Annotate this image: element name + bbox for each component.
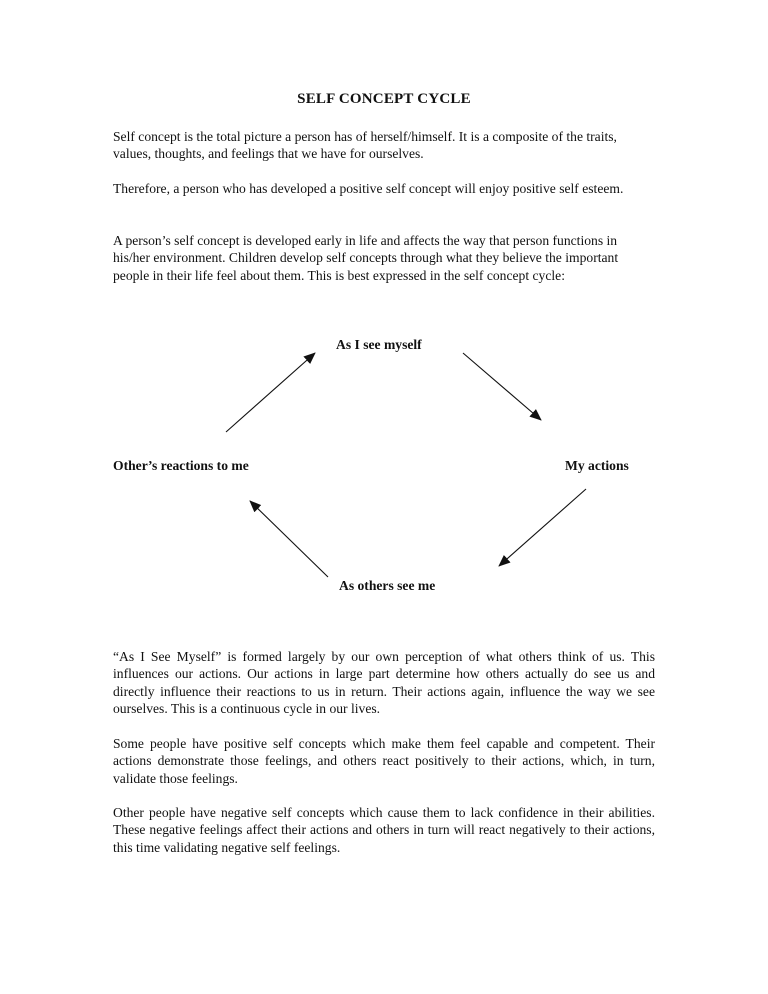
cycle-node-as-others-see-me: As others see me	[339, 578, 436, 593]
arrow-top-to-right	[463, 353, 541, 420]
paragraph-development: A person’s self concept is developed early in life and affects the way that person functions in his/her environment. Children develop self concepts through what they believe the important people in their life feel about them. This is best expressed in the self concept cycle:	[113, 233, 619, 283]
cycle-node-my-actions: My actions	[565, 458, 629, 473]
paragraph-positive: Some people have positive self concepts which make them feel capable and competent. Their actions demonstrate those feelings, and others react positively to their actions, which, in turn, validate those feelings.	[113, 736, 655, 786]
arrow-left-to-top	[226, 353, 315, 432]
arrow-right-to-bottom	[499, 489, 586, 566]
paragraph-esteem: Therefore, a person who has developed a positive self concept will enjoy positive self esteem.	[113, 181, 624, 196]
page-title: SELF CONCEPT CYCLE	[297, 91, 471, 107]
paragraph-negative: Other people have negative self concepts which cause them to lack confidence in their abilities. These negative feelings affect their actions and others in turn will react negatively to their actions, this time validating negative self feelings.	[113, 805, 655, 855]
arrow-bottom-to-left	[250, 501, 328, 577]
paragraph-definition: Self concept is the total picture a person has of herself/himself. It is a composite of the traits, values, thoughts, and feelings that we have for ourselves.	[113, 129, 617, 162]
cycle-node-others-reactions: Other’s reactions to me	[113, 458, 249, 473]
paragraph-cycle-explanation: “As I See Myself” is formed largely by our own perception of what others think of us. This influences our actions. Our actions in large part determine how others actually do see us and directly influence their reactions to us in return. Their actions again, influence the way we see ourselves. This is a continuous cycle in our lives.	[113, 649, 655, 716]
cycle-node-as-i-see-myself: As I see myself	[336, 337, 422, 352]
